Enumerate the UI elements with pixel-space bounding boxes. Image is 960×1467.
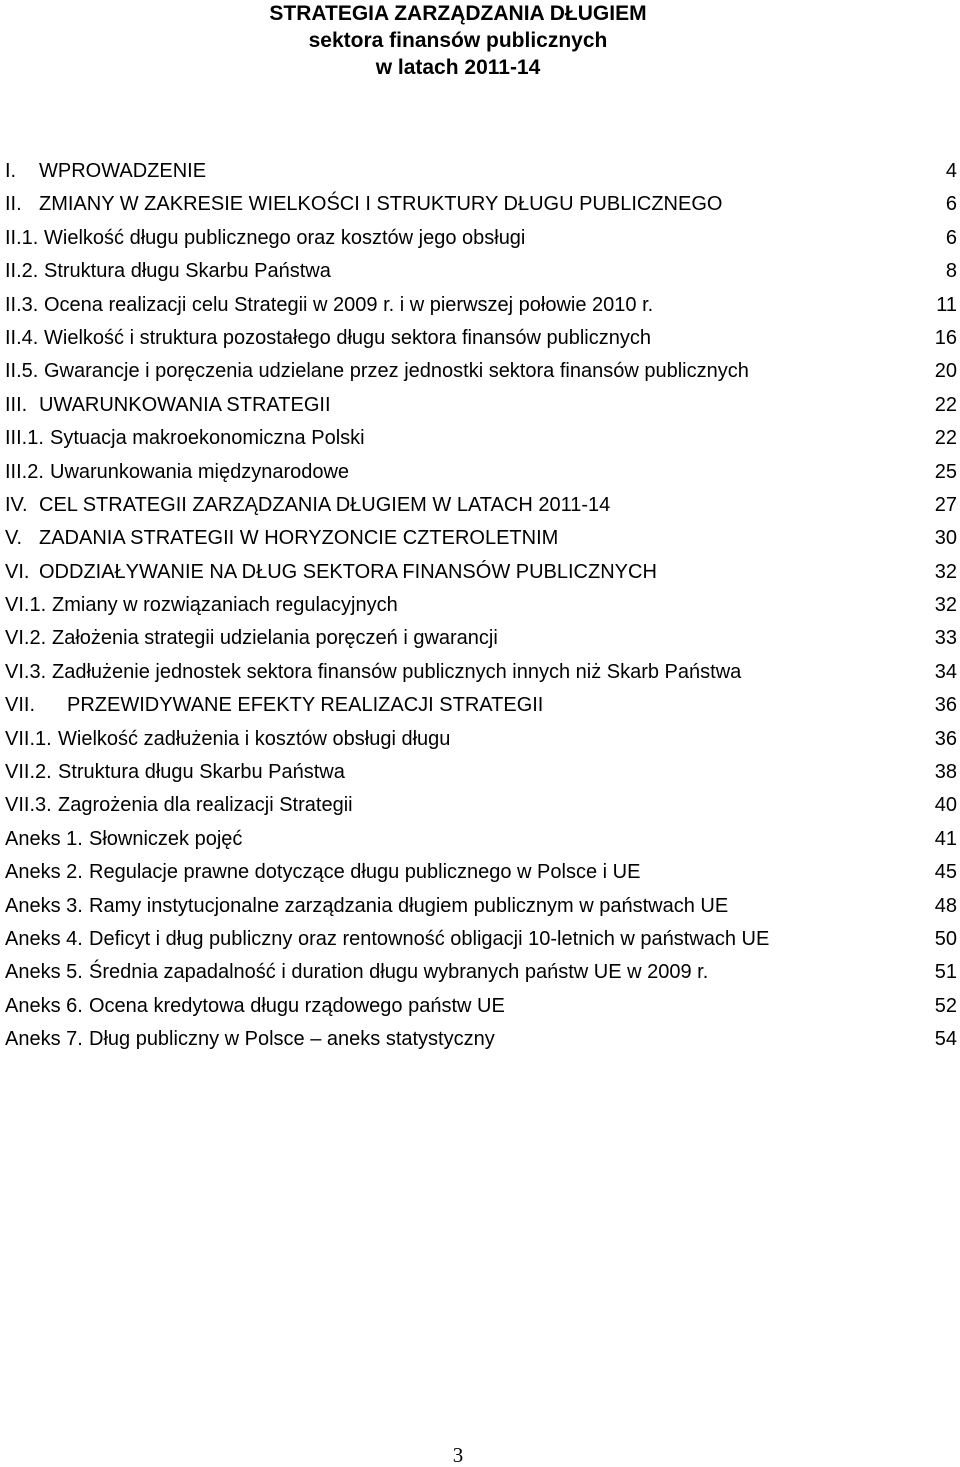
toc-entry-number: Aneks 3. [5, 894, 83, 917]
toc-entry[interactable] [5, 255, 957, 288]
toc-entry-number: Aneks 2. [5, 861, 83, 884]
toc-entry-number: V. [5, 527, 23, 550]
toc-entry-title: Deficyt i dług publiczny oraz rentowność obligacji 10-letnich w państwach UE [89, 927, 770, 950]
toc-entry-title: Regulacje prawne dotyczące długu publicznego w Polsce i UE [89, 861, 641, 884]
toc-entry[interactable] [5, 890, 957, 923]
toc-entry-number: III.2. [5, 460, 44, 483]
toc-entry[interactable] [5, 222, 957, 255]
page-number: 3 [452, 1443, 464, 1467]
toc-entry-page: 11 [936, 293, 957, 316]
toc-entry-title: Zagrożenia dla realizacji Strategii [58, 794, 353, 817]
toc-entry[interactable] [5, 522, 957, 555]
toc-entry-title: Ocena kredytowa długu rządowego państw UE [89, 994, 505, 1017]
toc-entry-number: IV. [5, 493, 28, 516]
toc-entry[interactable] [5, 188, 957, 221]
toc-entry-title: Zmiany w rozwiązaniach regulacyjnych [52, 594, 398, 617]
toc-entry-page: 8 [945, 260, 957, 283]
toc-entry-title: Wielkość długu publicznego oraz kosztów jego obsługi [44, 226, 526, 249]
toc-entry-page: 30 [934, 527, 957, 550]
toc-entry-title: CEL STRATEGII ZARZĄDZANIA DŁUGIEM W LATACH 2011-14 [39, 493, 611, 516]
toc-entry-number: Aneks 6. [5, 994, 83, 1017]
toc-entry-number: Aneks 4. [5, 927, 83, 950]
toc-entry-title: Uwarunkowania międzynarodowe [50, 460, 350, 483]
toc-entry-page: 34 [934, 660, 957, 683]
toc-entry[interactable] [5, 622, 957, 655]
toc-entry[interactable] [5, 155, 957, 188]
toc-entry-page: 50 [934, 927, 957, 950]
toc-entry-title: Średnia zapadalność i duration długu wybranych państw UE w 2009 r. [89, 961, 709, 984]
toc-entry-page: 48 [934, 894, 957, 917]
toc-entry-number: VII. [5, 694, 36, 717]
toc-entry[interactable] [5, 990, 957, 1023]
toc-entry-page: 41 [934, 827, 957, 850]
toc-entry-page: 32 [934, 560, 957, 583]
toc-entry[interactable] [5, 789, 957, 822]
toc-entry-title: Ocena realizacji celu Strategii w 2009 r. i w pierwszej połowie 2010 r. [44, 293, 654, 316]
toc-entry-number: VI.2. [5, 627, 47, 650]
toc-entry-number: II.1. [5, 226, 39, 249]
toc-entry-title: ZADANIA STRATEGII W HORYZONCIE CZTEROLETNIM [39, 527, 559, 550]
toc-entry-title: Sytuacja makroekonomiczna Polski [50, 427, 365, 450]
toc-entry[interactable] [5, 589, 957, 622]
toc-entry[interactable] [5, 389, 957, 422]
toc-entry[interactable] [5, 689, 957, 722]
toc-entry-title: ZMIANY W ZAKRESIE WIELKOŚCI I STRUKTURY DŁUGU PUBLICZNEGO [39, 193, 723, 216]
toc-entry[interactable] [5, 289, 957, 322]
toc-entry-page: 4 [945, 160, 957, 182]
toc-entry[interactable] [5, 656, 957, 689]
toc-entry[interactable] [5, 355, 957, 388]
toc-entry-number: VII.3. [5, 794, 52, 817]
table-of-contents [5, 155, 957, 1057]
toc-entry[interactable] [5, 856, 957, 889]
toc-entry-page: 38 [934, 761, 957, 784]
toc-entry-title: Założenia strategii udzielania poręczeń i gwarancji [52, 627, 498, 650]
toc-entry-title: UWARUNKOWANIA STRATEGII [39, 393, 331, 416]
toc-entry[interactable] [5, 456, 957, 489]
toc-entry-page: 20 [934, 360, 957, 383]
toc-entry-number: Aneks 1. [5, 827, 83, 850]
toc-entry[interactable] [5, 556, 957, 589]
document-title [0, 0, 916, 81]
toc-entry-number: III.1. [5, 427, 44, 450]
toc-entry[interactable] [5, 756, 957, 789]
toc-entry-page: 52 [934, 994, 957, 1017]
toc-entry[interactable] [5, 956, 957, 989]
toc-entry[interactable] [5, 489, 957, 522]
toc-entry-page: 22 [934, 393, 957, 416]
toc-entry-title: WPROWADZENIE [39, 160, 207, 182]
toc-entry[interactable] [5, 823, 957, 856]
toc-entry-page: 40 [934, 794, 957, 817]
toc-entry[interactable] [5, 923, 957, 956]
toc-entry[interactable] [5, 723, 957, 756]
toc-entry-number: Aneks 5. [5, 961, 83, 984]
toc-entry-page: 51 [934, 961, 957, 984]
toc-entry-number: VI. [5, 560, 30, 583]
toc-entry-page: 33 [934, 627, 957, 650]
toc-entry-number: II.2. [5, 260, 39, 283]
toc-entry-title: Zadłużenie jednostek sektora finansów publicznych innych niż Skarb Państwa [52, 660, 742, 683]
toc-entry-number: II.5. [5, 360, 39, 383]
toc-entry-page: 36 [934, 727, 957, 750]
toc-entry-number: II.3. [5, 293, 39, 316]
toc-entry-number: Aneks 7. [5, 1028, 83, 1051]
toc-entry-page: 27 [934, 493, 957, 516]
toc-entry-number: VII.1. [5, 727, 52, 750]
toc-entry-title: Ramy instytucjonalne zarządzania długiem publicznym w państwach UE [89, 894, 729, 917]
toc-entry-page: 16 [934, 326, 957, 349]
toc-entry-number: II. [5, 193, 22, 216]
toc-entry-page: 25 [934, 460, 957, 483]
toc-entry-number: II.4. [5, 326, 39, 349]
toc-entry-title: Gwarancje i poręczenia udzielane przez jednostki sektora finansów publicznych [44, 360, 749, 383]
toc-entry-number: I. [5, 160, 17, 182]
toc-entry-page: 6 [945, 193, 957, 216]
toc-entry[interactable] [5, 1023, 957, 1056]
toc-entry-title: Słowniczek pojęć [89, 827, 243, 850]
toc-entry[interactable] [5, 422, 957, 455]
toc-entry-number: III. [5, 393, 28, 416]
toc-entry-page: 6 [945, 226, 957, 249]
toc-entry-title: Dług publiczny w Polsce – aneks statystyczny [89, 1028, 495, 1051]
toc-entry-page: 22 [934, 427, 957, 450]
toc-entry-title: PRZEWIDYWANE EFEKTY REALIZACJI STRATEGII [67, 694, 544, 717]
toc-entry-title: Struktura długu Skarbu Państwa [58, 761, 345, 784]
title-line-3: w latach 2011-14 [375, 56, 541, 79]
toc-entry-page: 32 [934, 594, 957, 617]
toc-entry-title: ODDZIAŁYWANIE NA DŁUG SEKTORA FINANSÓW PUBLICZNYCH [39, 560, 657, 583]
toc-entry-page: 45 [934, 861, 957, 884]
toc-entry-title: Struktura długu Skarbu Państwa [44, 260, 331, 283]
title-line-2: sektora finansów publicznych [308, 29, 608, 52]
toc-entry-page: 54 [934, 1028, 957, 1051]
toc-entry[interactable] [5, 322, 957, 355]
toc-entry-title: Wielkość zadłużenia i kosztów obsługi długu [58, 727, 451, 750]
toc-entry-page: 36 [934, 694, 957, 717]
toc-entry-title: Wielkość i struktura pozostałego długu sektora finansów publicznych [44, 326, 651, 349]
toc-entry-number: VII.2. [5, 761, 52, 784]
toc-entry-number: VI.3. [5, 660, 47, 683]
title-line-1: STRATEGIA ZARZĄDZANIA DŁUGIEM [269, 2, 647, 25]
toc-entry-number: VI.1. [5, 594, 47, 617]
